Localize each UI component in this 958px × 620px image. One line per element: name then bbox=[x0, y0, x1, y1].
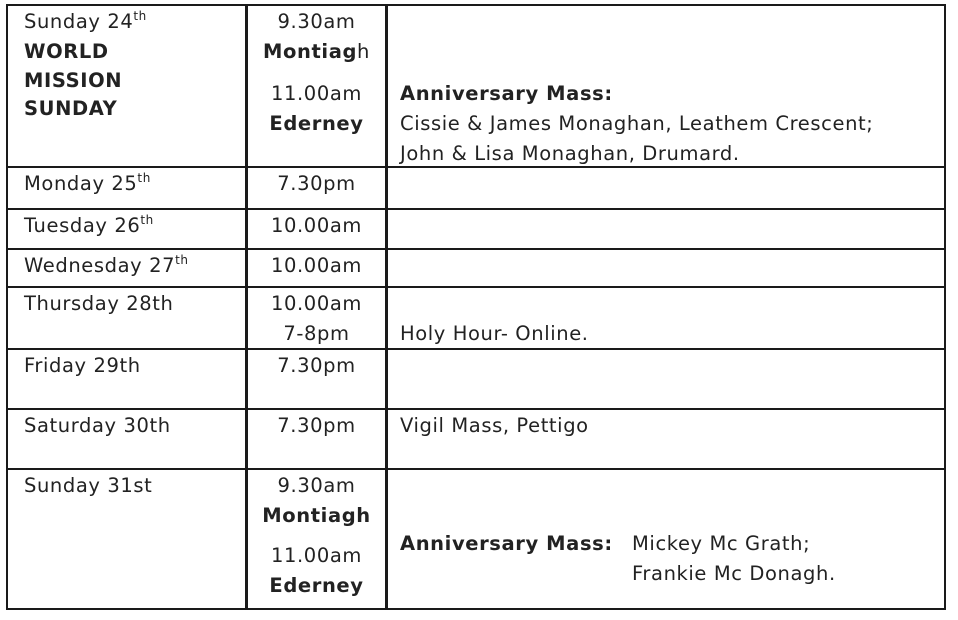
notes-line: John & Lisa Monaghan, Drumard. bbox=[400, 142, 740, 165]
notes-heading: Anniversary Mass: bbox=[400, 532, 613, 555]
notes-line: Cissie & James Monaghan, Leathem Crescent; bbox=[400, 112, 874, 135]
mass-location: Ederney bbox=[269, 574, 364, 597]
mass-time: 7.30pm bbox=[277, 354, 356, 377]
mass-time: 11.00am bbox=[271, 82, 362, 105]
mass-time: 7.30pm bbox=[277, 172, 356, 195]
table-row bbox=[8, 250, 944, 288]
day-cell bbox=[8, 470, 245, 609]
notes-line: Holy Hour- Online. bbox=[400, 322, 589, 345]
notes-cell bbox=[388, 410, 944, 468]
time-cell bbox=[248, 210, 385, 248]
day-label: Saturday 30th bbox=[24, 414, 171, 437]
mass-location: Ederney bbox=[269, 112, 364, 135]
day-cell bbox=[8, 250, 245, 286]
day-cell bbox=[8, 6, 245, 166]
mass-time: 7.30pm bbox=[277, 414, 356, 437]
notes-cell bbox=[388, 350, 944, 408]
table-row bbox=[8, 470, 944, 609]
day-cell bbox=[8, 168, 245, 208]
day-cell bbox=[8, 350, 245, 408]
occasion-line: SUNDAY bbox=[24, 97, 118, 120]
mass-location: Montiagh bbox=[263, 40, 370, 63]
occasion-line: WORLD bbox=[24, 40, 109, 63]
notes-cell bbox=[388, 210, 944, 248]
mass-time: 9.30am bbox=[277, 474, 356, 497]
table-row bbox=[8, 410, 944, 470]
mass-time: 10.00am bbox=[271, 292, 362, 315]
mass-time: 10.00am bbox=[271, 254, 362, 277]
mass-time: 9.30am bbox=[277, 10, 356, 33]
day-label: Wednesday 27th bbox=[24, 253, 189, 277]
notes-line: Mickey Mc Grath; bbox=[632, 532, 811, 555]
notes-cell bbox=[388, 288, 944, 348]
notes-cell bbox=[388, 470, 944, 609]
table-row bbox=[8, 288, 944, 350]
mass-time: 10.00am bbox=[271, 214, 362, 237]
notes-heading: Anniversary Mass: bbox=[400, 82, 613, 105]
notes-cell bbox=[388, 6, 944, 166]
day-label: Tuesday 26th bbox=[24, 213, 154, 237]
time-cell bbox=[248, 470, 385, 609]
day-label: Thursday 28th bbox=[24, 292, 174, 315]
notes-line: Frankie Mc Donagh. bbox=[632, 562, 836, 585]
occasion-line: MISSION bbox=[24, 69, 123, 92]
table-row bbox=[8, 350, 944, 410]
time-cell bbox=[248, 410, 385, 468]
day-label: Monday 25th bbox=[24, 171, 151, 195]
notes-line: Vigil Mass, Pettigo bbox=[400, 414, 589, 437]
table-row bbox=[8, 210, 944, 250]
table-row bbox=[8, 6, 944, 168]
mass-time: 11.00am bbox=[271, 544, 362, 567]
mass-location: Montiagh bbox=[262, 504, 371, 527]
day-label: Sunday 31st bbox=[24, 474, 153, 497]
time-cell bbox=[248, 168, 385, 208]
day-cell bbox=[8, 210, 245, 248]
day-label: Sunday 24th bbox=[24, 9, 147, 33]
time-cell bbox=[248, 6, 385, 166]
time-cell bbox=[248, 250, 385, 286]
notes-cell bbox=[388, 250, 944, 286]
time-cell bbox=[248, 288, 385, 348]
notes-cell bbox=[388, 168, 944, 208]
day-cell bbox=[8, 410, 245, 468]
day-cell bbox=[8, 288, 245, 348]
day-label: Friday 29th bbox=[24, 354, 141, 377]
time-cell bbox=[248, 350, 385, 408]
holy-hour-time: 7-8pm bbox=[283, 322, 350, 345]
table-row bbox=[8, 168, 944, 210]
mass-schedule-table bbox=[6, 4, 946, 610]
